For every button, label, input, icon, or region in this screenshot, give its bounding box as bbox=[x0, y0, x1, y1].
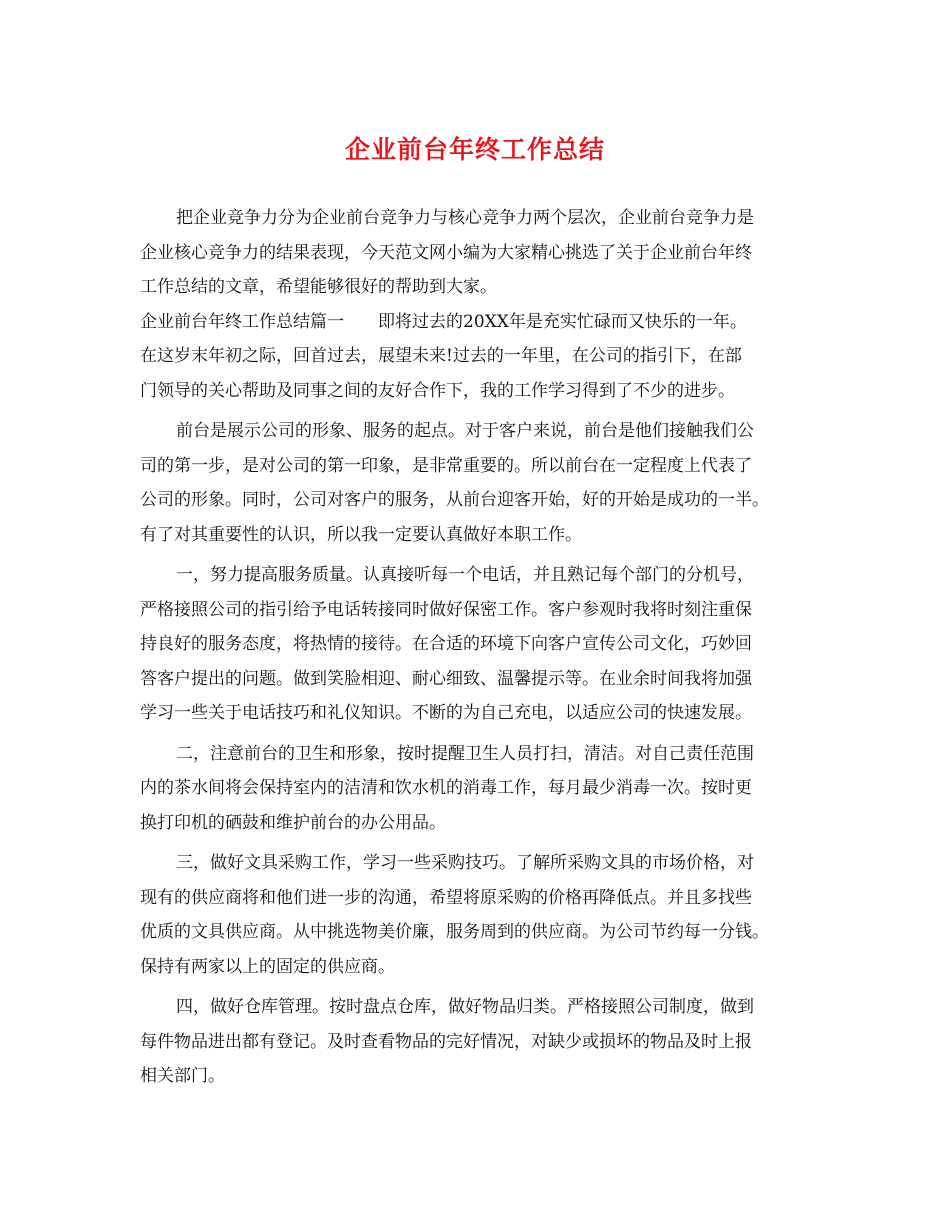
paragraph-front-desk-image bbox=[140, 414, 820, 552]
paragraph-line: 优质的文具供应商。从中挑选物美价廉，服务周到的供应商。为公司节约每一分钱。 bbox=[140, 922, 769, 942]
paragraph-line: 三，做好文具采购工作，学习一些采购技巧。了解所采购文具的市场价格，对 bbox=[176, 853, 754, 873]
paragraph-line: 答客户提出的问题。做到笑脸相迎、耐心细致、温馨提示等。在业余时间我将加强 bbox=[140, 668, 752, 689]
paragraph-service-quality bbox=[140, 558, 820, 731]
paragraph-line: 二，注意前台的卫生和形象，按时提醒卫生人员打扫，清洁。对自己责任范围 bbox=[176, 743, 754, 764]
intro-line: 企业核心竞争力的结果表现，今天范文网小编为大家精心挑选了关于企业前台年终 bbox=[140, 242, 752, 263]
paragraph-line: 司的第一步，是对公司的第一印象，是非常重要的。所以前台在一定程度上代表了 bbox=[140, 455, 752, 476]
paragraph-line: 前台是展示公司的形象、服务的起点。对于客户来说，前台是他们接触我们公 bbox=[176, 421, 754, 441]
section-one bbox=[140, 305, 820, 409]
paragraph-line: 每件物品进出都有登记。及时查看物品的完好情况，对缺少或损坏的物品及时上报 bbox=[140, 1031, 752, 1052]
paragraph-line: 一，努力提高服务质量。认真接听每一个电话，并且熟记每个部门的分机号， bbox=[176, 565, 754, 585]
paragraph-line: 保持有两家以上的固定的供应商。 bbox=[140, 956, 395, 977]
intro-line: 把企业竞争力分为企业前台竞争力与核心竞争力两个层次，企业前台竞争力是 bbox=[176, 208, 754, 228]
paragraph-procurement bbox=[140, 846, 820, 984]
paragraph-line: 四，做好仓库管理。按时盘点仓库，做好物品归类。严格接照公司制度，做到 bbox=[176, 997, 754, 1017]
paragraph-line: 持良好的服务态度，将热情的接待。在合适的环境下向客户宣传公司文化，巧妙回 bbox=[140, 634, 752, 654]
section-line: 门领导的关心帮助及同事之间的友好合作下，我的工作学习得到了不少的进步。 bbox=[140, 380, 735, 401]
paragraph-line: 相关部门。 bbox=[140, 1066, 225, 1086]
paragraph-line: 公司的形象。同时，公司对客户的服务，从前台迎客开始，好的开始是成功的一半。 bbox=[140, 490, 769, 510]
section-first-line bbox=[140, 305, 820, 340]
document-title: 企业前台年终工作总结 bbox=[344, 135, 605, 164]
paragraph-warehouse bbox=[140, 990, 820, 1094]
paragraph-hygiene bbox=[140, 737, 820, 841]
section-heading: 企业前台年终工作总结篇一 bbox=[140, 311, 344, 332]
paragraph-line: 学习一些关于电话技巧和礼仪知识。不断的为自己充电，以适应公司的快速发展。 bbox=[140, 703, 752, 723]
intro-line: 工作总结的文章，希望能够很好的帮助到大家。 bbox=[140, 277, 497, 297]
paragraph-line: 现有的供应商将和他们进一步的沟通，希望将原采购的价格再降低点。并且多找些 bbox=[140, 887, 752, 908]
paragraph-line: 换打印机的硒鼓和维护前台的办公用品。 bbox=[140, 812, 446, 833]
paragraph-line: 严格接照公司的指引给予电话转接同时做好保密工作。客户参观时我将时刻注重保 bbox=[140, 599, 752, 620]
section-line: 在这岁末年初之际，回首过去，展望未来!过去的一年里，在公司的指引下，在部 bbox=[140, 346, 742, 366]
document-body bbox=[140, 201, 820, 1094]
intro-paragraph bbox=[140, 201, 820, 305]
paragraph-line: 内的茶水间将会保持室内的洁清和饮水机的消毒工作，每月最少消毒一次。按时更 bbox=[140, 778, 752, 798]
section-first-text: 即将过去的20XX年是充实忙碌而又快乐的一年。 bbox=[378, 311, 747, 332]
paragraph-line: 有了对其重要性的认识，所以我一定要认真做好本职工作。 bbox=[140, 524, 582, 545]
